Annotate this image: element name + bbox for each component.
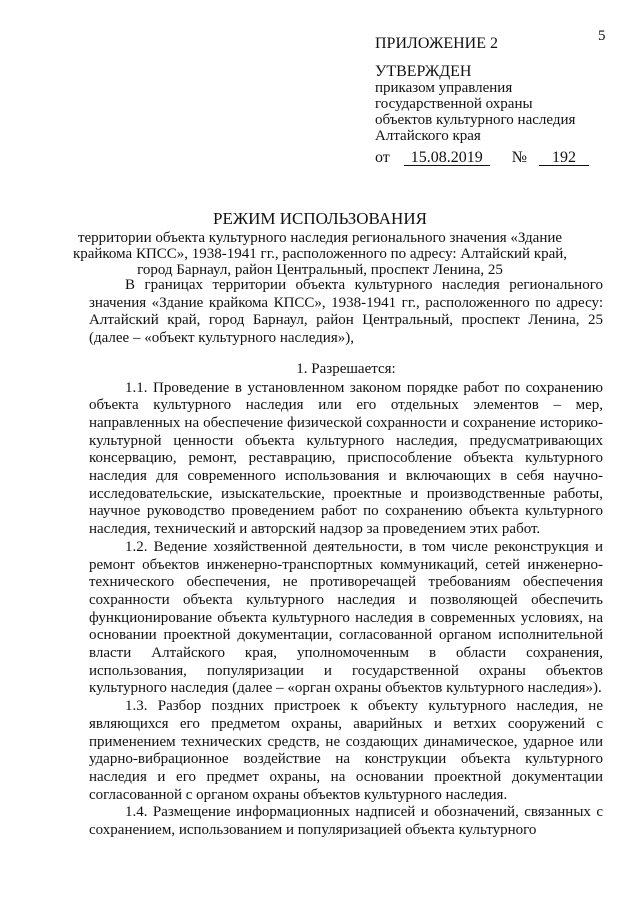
page-number: 5 <box>598 28 606 44</box>
order-date: 15.08.2019 <box>404 150 490 166</box>
approval-line: приказом управления <box>375 80 513 96</box>
intro-paragraph: В границах территории объекта культурного наследия регионального значения «Здание крайкома КПСС», 1938-1941 гг., расположенного по адресу: Алтайский край, город Барнаул, район Центральный, проспект Ленина, 25 (далее – «объект культурного наследия»), <box>89 277 603 347</box>
document-title: РЕЖИМ ИСПОЛЬЗОВАНИЯ <box>213 209 427 228</box>
date-prefix: от <box>375 149 390 166</box>
list-item: 1.3. Разбор поздних пристроек к объекту культурного наследия, не являющихся его предметом охраны, аварийных и ветхих сооружений с применением технических средств, не создающих динамическое, ударное или ударно-вибрационное воздействие на конструкции объекта культурного наследия и его предмет охраны, на основании проектной документации согласованной с органом охраны объектов культурного наследия. <box>89 698 603 803</box>
list-item: 1.2. Ведение хозяйственной деятельности, в том числе реконструкция и ремонт объектов инженерно-транспортных коммуникаций, сетей инженерно-технического обеспечения, не противоречащей требованиям обеспечения сохранности объекта культурного наследия и позволяющей обеспечить функционирование объекта культурного наследия в современных условиях, на основании проектной документации, согласованной органом исполнительной власти Алтайского края, уполномоченным в области сохранения, использования, популяризации и государственной охраны объектов культурного наследия (далее – «орган охраны объектов культурного наследия»). <box>89 538 603 697</box>
order-number-label: № <box>511 149 528 166</box>
order-number: 192 <box>539 150 589 166</box>
section-heading: 1. Разрешается: <box>296 360 396 377</box>
document-subtitle: территории объекта культурного наследия регионального значения «Здание крайкома КПСС», 1938-1941 гг., расположенного по адресу: Алтайский край, город Барнаул, район Центральный, проспект Ленина, 25 <box>72 230 568 278</box>
approval-line: Алтайского края <box>375 128 481 144</box>
appendix-label: ПРИЛОЖЕНИЕ 2 <box>375 35 499 52</box>
order-line <box>375 150 625 166</box>
list-item: 1.4. Размещение информационных надписей и обозначений, связанных с сохранением, использованием и популяризацией объекта культурного <box>89 804 603 839</box>
title-block <box>60 210 580 278</box>
document-body <box>89 277 603 840</box>
approved-label: УТВЕРЖДЕН <box>375 63 472 80</box>
approval-line: объектов культурного наследия <box>375 112 576 128</box>
list-item: 1.1. Проведение в установленном законом порядке работ по сохранению объекта культурного наследия или его отдельных элементов – мер, направленных на обеспечение физической сохранности и сохранение историко-культурной ценности объекта культурного наследия, предусматривающих консервацию, ремонт, реставрацию, приспособление объекта культурного наследия для современного использования и включающих в себя научно-исследовательские, изыскательские, проектные и производственные работы, научное руководство проведением работ по сохранению объекта культурного наследия, технический и авторский надзор за проведением этих работ. <box>89 379 603 538</box>
approval-line: государственной охраны <box>375 96 533 112</box>
approval-block <box>375 36 625 166</box>
